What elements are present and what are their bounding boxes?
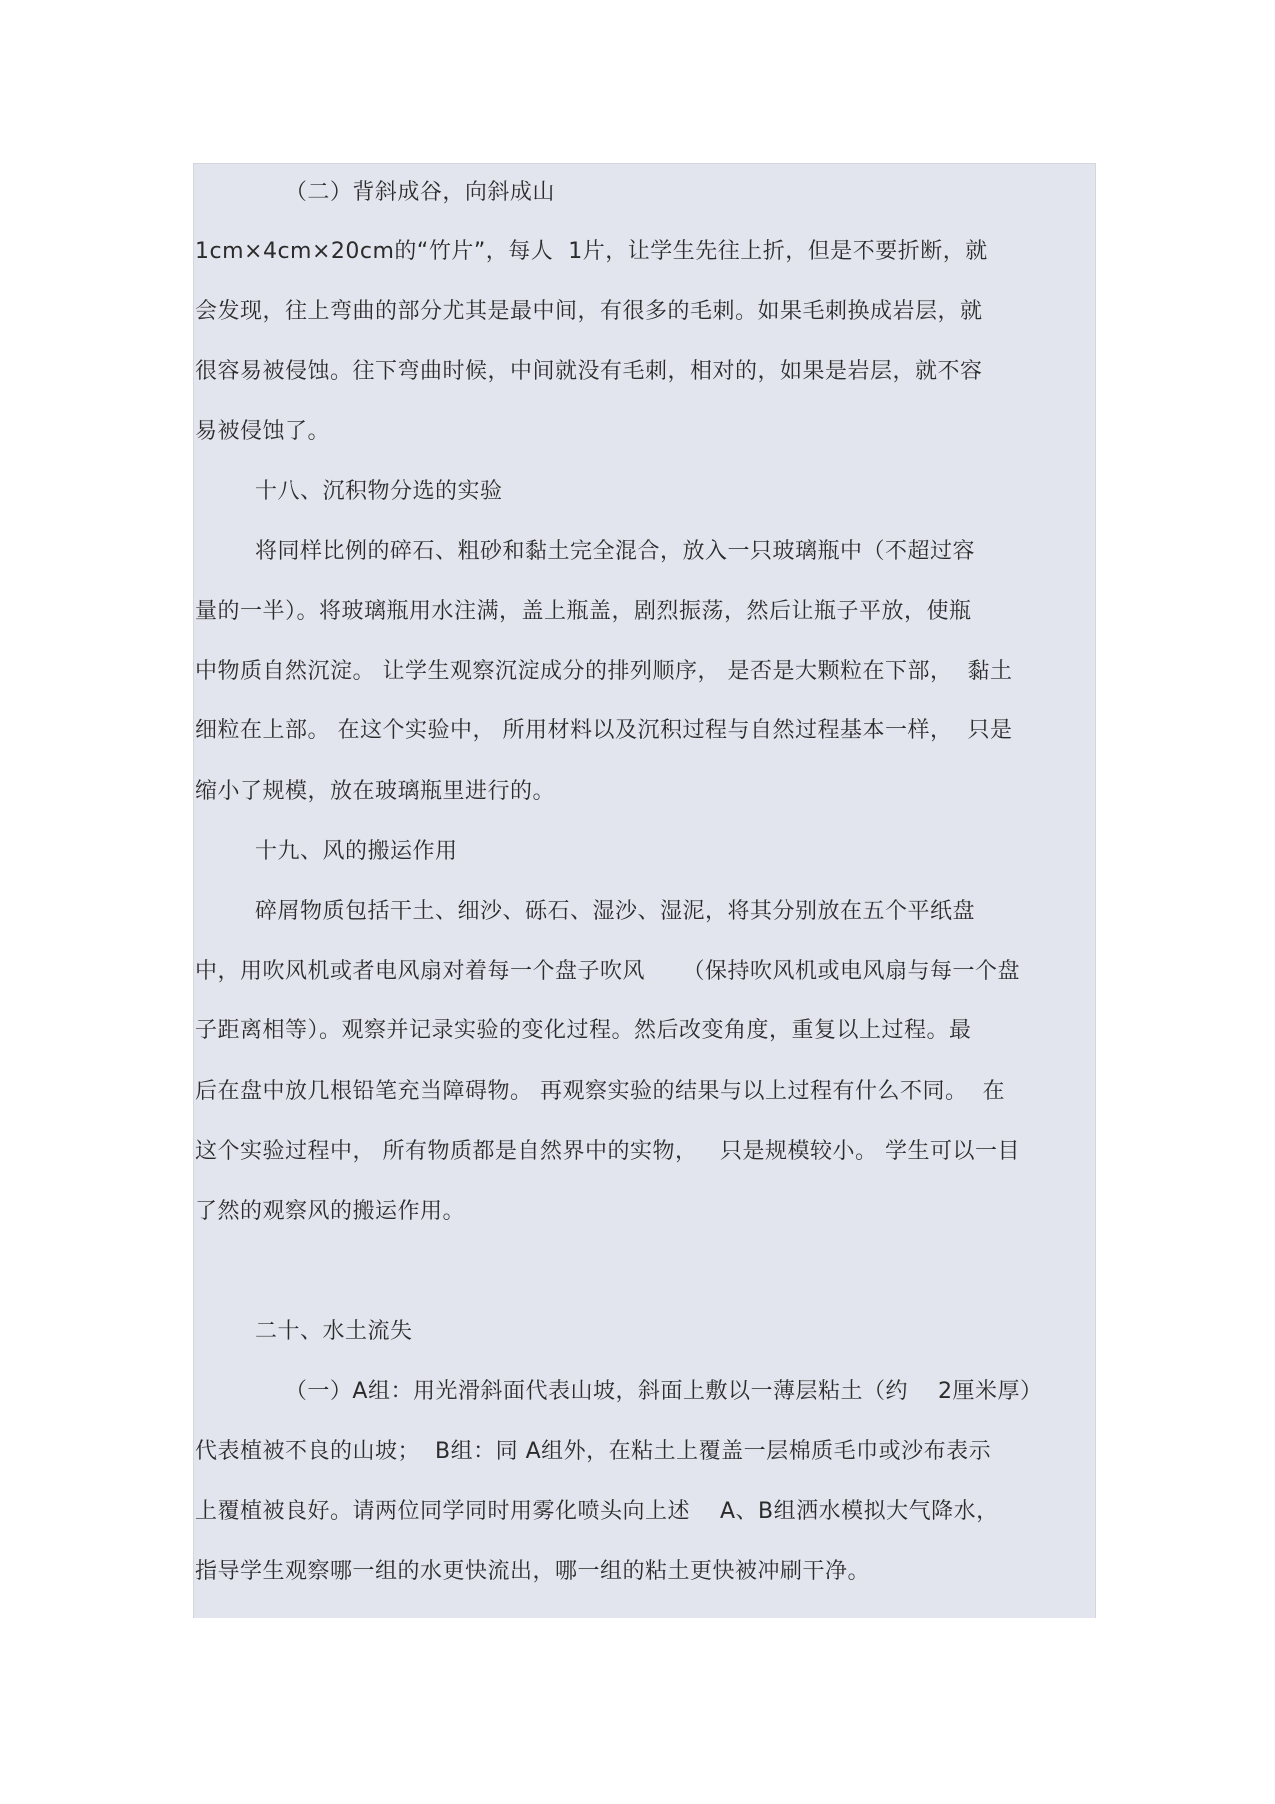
paragraph-line: 代表植被不良的山坡； B组：同 A组外，在粘土上覆盖一层棉质毛巾或沙布表示 [195, 1439, 992, 1464]
paragraph-line: 缩小了规模，放在玻璃瓶里进行的。 [195, 779, 556, 804]
paragraph-line: 碎屑物质包括干土、细沙、砾石、湿沙、湿泥，将其分别放在五个平纸盘 [195, 899, 975, 924]
paragraph-line: 会发现，往上弯曲的部分尤其是最中间，有很多的毛刺。如果毛刺换成岩层，就 [195, 299, 983, 324]
paragraph-line: 了然的观察风的搬运作用。 [195, 1199, 466, 1224]
paragraph-line: 这个实验过程中， 所有物质都是自然界中的实物， 只是规模较小。 学生可以一目 [195, 1139, 1020, 1164]
paragraph-line: 后在盘中放几根铅笔充当障碍物。 再观察实验的结果与以上过程有什么不同。 在 [195, 1079, 1005, 1104]
subheading-anticline-valley: （二）背斜成谷，向斜成山 [195, 180, 555, 205]
section-heading-sediment-sorting: 十八、沉积物分选的实验 [195, 479, 503, 504]
paragraph-line: （一）A组：用光滑斜面代表山坡，斜面上敷以一薄层粘土（约 2厘米厚） [195, 1379, 1043, 1404]
paragraph-line: 指导学生观察哪一组的水更快流出，哪一组的粘土更快被冲刷干净。 [195, 1559, 871, 1584]
paragraph-line: 易被侵蚀了。 [195, 419, 331, 444]
paragraph-line: 中，用吹风机或者电风扇对着每一个盘子吹风 （保持吹风机或电风扇与每一个盘 [195, 959, 1020, 984]
paragraph-line: 子距离相等）。观察并记录实验的变化过程。然后改变角度，重复以上过程。最 [195, 1018, 972, 1043]
paragraph-line: 1cm×4cm×20cm的“竹片”，每人 1片，让学生先往上折，但是不要折断，就 [195, 239, 988, 264]
paragraph-line: 很容易被侵蚀。往下弯曲时候，中间就没有毛刺，相对的，如果是岩层，就不容 [195, 359, 983, 384]
paragraph-line: 中物质自然沉淀。 让学生观察沉淀成分的排列顺序， 是否是大颗粒在下部， 黏土 [195, 659, 1013, 684]
paragraph-line: 量的一半）。将玻璃瓶用水注满，盖上瓶盖，剧烈振荡，然后让瓶子平放，使瓶 [195, 599, 972, 624]
section-heading-wind-transport: 十九、风的搬运作用 [195, 839, 458, 864]
paragraph-line: 细粒在上部。 在这个实验中， 所用材料以及沉积过程与自然过程基本一样， 只是 [195, 718, 1013, 743]
paragraph-line: 上覆植被良好。请两位同学同时用雾化喷头向上述 A、B组洒水模拟大气降水， [195, 1499, 999, 1524]
paragraph-line: 将同样比例的碎石、粗砂和黏土完全混合，放入一只玻璃瓶中（不超过容 [195, 539, 975, 564]
section-heading-soil-erosion: 二十、水土流失 [195, 1319, 413, 1344]
